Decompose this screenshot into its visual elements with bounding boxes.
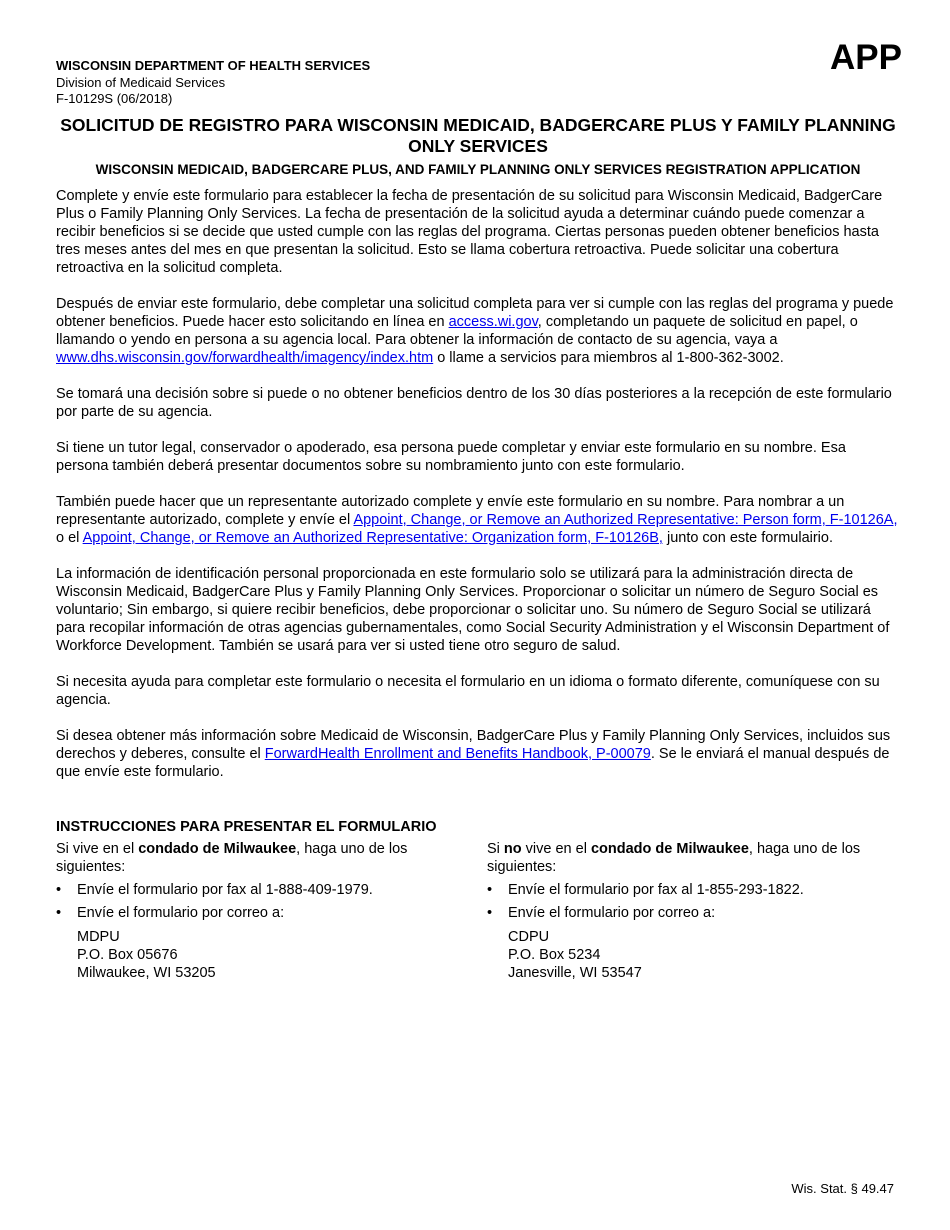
text: Si — [487, 841, 504, 857]
access-wi-link[interactable]: access.wi.gov — [448, 314, 538, 330]
instructions-heading: INSTRUCCIONES PARA PRESENTAR EL FORMULARIO — [56, 819, 437, 835]
non-milwaukee-intro — [487, 840, 897, 876]
fax-option: • Envíe el formulario por fax al 1-888-409-1979. — [56, 881, 466, 899]
milwaukee-intro — [56, 840, 466, 876]
address-line: Janesville, WI 53547 — [508, 965, 642, 981]
department-name: WISCONSIN DEPARTMENT OF HEALTH SERVICES — [56, 58, 371, 73]
mailing-address — [508, 928, 897, 982]
text-bold: no — [503, 841, 522, 857]
text: , haga uno de los siguientes: — [56, 841, 408, 875]
form-subtitle: WISCONSIN MEDICAID, BADGERCARE PLUS, AND FAMILY PLANNING ONLY SERVICES REGISTRATION APPLICATION — [95, 162, 861, 177]
address-line: MDPU — [77, 929, 120, 945]
imagency-link[interactable]: www.dhs.wisconsin.gov/forwardhealth/imagency/index.htm — [56, 350, 434, 366]
text: Si vive en el — [56, 841, 139, 857]
text: Después de enviar este formulario, debe completar una solicitud completa para ver si cumple con las reglas del programa y puede obtener beneficios. Puede hacer esto solicitando en línea en — [56, 296, 894, 330]
text: o llame a servicios para miembros al 1-800-362-3002. — [433, 350, 784, 366]
non-milwaukee-options — [487, 881, 897, 922]
text: . Se le enviará el manual después de que envíe este formulario. — [56, 746, 890, 780]
text-bold: condado de Milwaukee — [138, 841, 297, 857]
text: También puede hacer que un representante autorizado complete y envíe este formulario en su nombre. Para nombrar a un representante autorizado, complete y envíe el — [56, 494, 845, 528]
paragraph-guardian: Si tiene un tutor legal, conservador o apoderado, esa persona puede completar y enviar este formulario en su nombre. Esa persona también deberá presentar documentos sobre su nombramiento junto con este formulario. — [56, 440, 846, 474]
text: o el — [56, 530, 83, 546]
paragraph-privacy: La información de identificación personal proporcionada en este formulario solo se utilizará para la administración directa de Wisconsin Medicaid, BadgerCare Plus y Family Planning Only Services. Proporcionar o solicitar un número de Seguro Social es voluntario; Sin embargo, si quiere recibir beneficios, debe proporcionar o solicitar uno. Su número de Seguro Social se utilizará para recopilar información de otras agencias gubernamentales, como Social Security Administration y el Wisconsin Department of Workforce Development. También se usará para ver si usted tiene otro seguro de salud. — [56, 566, 890, 654]
paragraph-help: Si necesita ayuda para completar este formulario o necesita el formulario en un idioma o formato diferente, comuníquese con su agencia. — [56, 674, 880, 708]
person-form-link[interactable]: Appoint, Change, or Remove an Authorized Representative: Person form, F-10126A, — [353, 512, 898, 528]
fax-option: • Envíe el formulario por fax al 1-855-293-1822. — [487, 881, 897, 899]
paragraph-purpose: Complete y envíe este formulario para establecer la fecha de presentación de su solicitud para Wisconsin Medicaid, BadgerCare Plus o Family Planning Only Services. La fecha de presentación de la solicitud ayuda a determinar cuándo puede comenzar a recibir beneficios si se decide que usted cumple con las reglas del programa. Ciertas personas pueden obtener beneficios hasta tres meses antes del mes en que presentan la solicitud. Esto se llama cobertura retroactiva. Puede solicitar una cobertura retroactiva en la solicitud completa. — [56, 188, 883, 276]
paragraph-handbook — [56, 727, 900, 781]
form-title: SOLICITUD DE REGISTRO PARA WISCONSIN MEDICAID, BADGERCARE PLUS Y FAMILY PLANNING ONLY SERVICES — [60, 115, 896, 156]
statute-reference: Wis. Stat. § 49.47 — [791, 1181, 894, 1196]
handbook-link[interactable]: ForwardHealth Enrollment and Benefits Handbook, P-00079 — [264, 746, 651, 762]
milwaukee-options — [56, 881, 466, 922]
form-number: F-10129S (06/2018) — [56, 91, 173, 106]
mailing-address — [77, 928, 466, 982]
mail-option: • Envíe el formulario por correo a: — [56, 904, 466, 922]
text: junto con este formulairio. — [662, 530, 833, 546]
text: vive en el — [521, 841, 591, 857]
non-milwaukee-instructions — [487, 840, 897, 982]
form-body — [56, 187, 900, 799]
text: Si desea obtener más información sobre Medicaid de Wisconsin, BadgerCare Plus y Family Planning Only Services, incluidos sus derechos y deberes, consulte el — [56, 728, 891, 762]
address-line: Milwaukee, WI 53205 — [77, 965, 216, 981]
milwaukee-instructions — [56, 840, 466, 982]
paragraph-authorized-rep — [56, 493, 900, 547]
address-line: CDPU — [508, 929, 550, 945]
mail-option: • Envíe el formulario por correo a: — [487, 904, 897, 922]
text: , completando un paquete de solicitud en papel, o llamando o yendo en persona a su agencia local. Para obtener la información de contacto de su agencia, vaya a — [56, 314, 858, 348]
organization-form-link[interactable]: Appoint, Change, or Remove an Authorized Representative: Organization form, F-10126B, — [82, 530, 663, 546]
app-label: APP — [830, 38, 902, 77]
text: , haga uno de los siguientes: — [487, 841, 861, 875]
text-bold: condado de Milwaukee — [590, 841, 749, 857]
paragraph-complete-application — [56, 295, 900, 367]
division-name: Division of Medicaid Services — [56, 75, 226, 90]
address-line: P.O. Box 5234 — [508, 947, 601, 963]
paragraph-decision: Se tomará una decisión sobre si puede o no obtener beneficios dentro de los 30 días posteriores a la recepción de este formulario por parte de su agencia. — [56, 386, 892, 420]
address-line: P.O. Box 05676 — [77, 947, 178, 963]
